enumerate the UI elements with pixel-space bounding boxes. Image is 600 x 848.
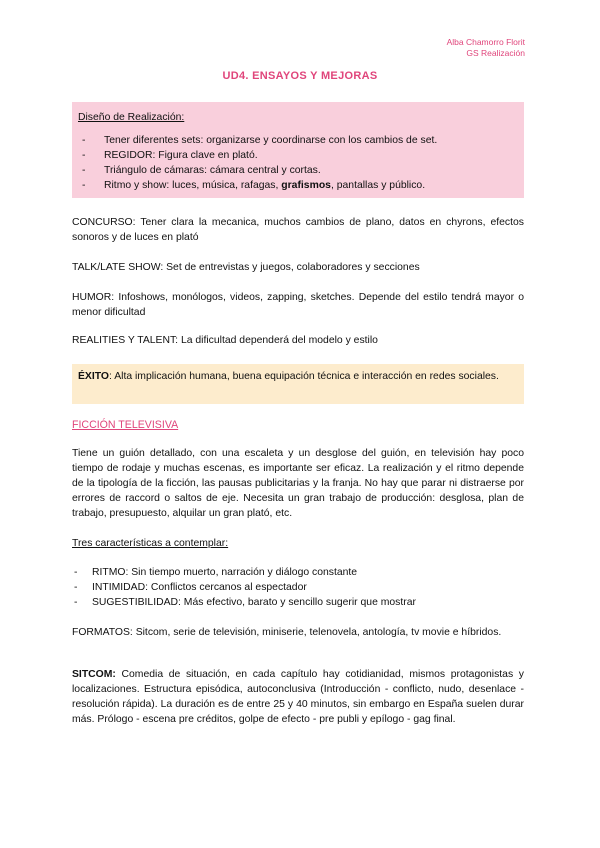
exito-box: [72, 364, 524, 404]
paragraph-humor: HUMOR: Infoshows, monólogos, videos, zapping, sketches. Depende del estilo tendrá mayor o menor dificultad: [72, 292, 524, 318]
list-item: - INTIMIDAD: Conflictos cercanos al espectador: [72, 580, 524, 595]
exito-label: ÉXITO: [78, 371, 109, 382]
characteristics-list: [72, 565, 524, 610]
characteristics-heading: Tres características a contemplar:: [72, 538, 229, 549]
document-title: UD4. ENSAYOS Y MEJORAS: [222, 70, 378, 82]
design-box: [72, 102, 524, 198]
list-item-bold: grafismos: [281, 180, 331, 191]
paragraph-concurso: CONCURSO: Tener clara la mecanica, muchos cambios de plano, datos en chyrons, efectos sonoros y de luces en plató: [72, 217, 524, 243]
paragraph-sitcom: [72, 667, 524, 727]
list-item: - Tener diferentes sets: organizarse y coordinarse con los cambios de set.: [78, 133, 518, 148]
list-item: - RITMO: Sin tiempo muerto, narración y diálogo constante: [72, 565, 524, 580]
list-item-text: , pantallas y público.: [330, 180, 426, 191]
exito-text: [78, 369, 518, 384]
paragraph-realities: REALITIES Y TALENT: La dificultad dependerá del modelo y estilo: [72, 335, 378, 346]
list-item: [78, 178, 518, 193]
paragraph-ficcion-intro: Tiene un guión detallado, con una escaleta y un desglose del guión, en televisión hay poco tiempo de rodaje y muchas escenas, es importante ser eficaz. La realización y el ritmo depende de la tipología de la ficción, las pausas publicitarias y la franja. No hay que parar ni distraerse por errores de raccord o saltos de eje. Necesita un gran trabajo de producción: desglosa, plan de trabajo, presupuesto, alquilar un gran plató, etc.: [72, 448, 524, 519]
list-item-text: Ritmo y show: luces, música, rafagas,: [104, 180, 282, 191]
course-name: GS Realización: [466, 48, 525, 58]
author-name: Alba Chamorro Florit: [446, 37, 525, 47]
exito-description: : Alta implicación humana, buena equipación técnica e interacción en redes sociales.: [109, 371, 499, 382]
list-item: - REGIDOR: Figura clave en plató.: [78, 148, 518, 163]
list-item: - SUGESTIBILIDAD: Más efectivo, barato y sencillo sugerir que mostrar: [72, 595, 524, 610]
page-header: [447, 37, 525, 59]
design-box-heading: Diseño de Realización:: [78, 112, 185, 123]
sitcom-label: SITCOM:: [72, 669, 116, 680]
paragraph-talk: TALK/LATE SHOW: Set de entrevistas y juegos, colaboradores y secciones: [72, 262, 420, 273]
list-item: - Triángulo de cámaras: cámara central y cortas.: [78, 163, 518, 178]
paragraph-formatos: FORMATOS: Sitcom, serie de televisión, miniserie, telenovela, antología, tv movie e híbridos.: [72, 627, 502, 638]
section-title-ficcion[interactable]: FICCIÓN TELEVISIVA: [72, 419, 179, 431]
design-list: [78, 133, 518, 193]
sitcom-text: Comedia de situación, en cada capítulo hay cotidianidad, mismos protagonistas y localizaciones. Estructura episódica, autoconclusiva (Introducción - conflicto, nudo, desenlace - resolución rápida). La duración es de entre 25 y 40 minutos, sin embargo en España suelen durar más. Prólogo - escena pre créditos, golpe de efecto - pre publi y epílogo - gag final.: [72, 669, 524, 725]
